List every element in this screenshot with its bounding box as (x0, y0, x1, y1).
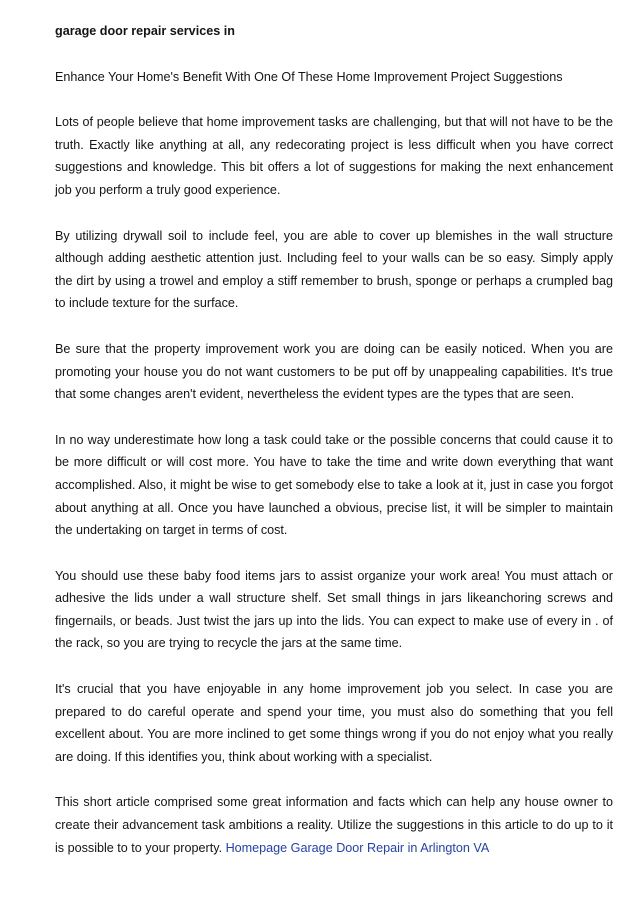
homepage-link[interactable]: Homepage Garage Door Repair in Arlington VA (225, 840, 490, 855)
paragraph-7-text: This short article comprised some great information and facts which can help any house owner to create their advancement task ambitions a reality. Utilize the suggestions in this article to do up to it is possible to to your property. (55, 795, 613, 855)
paragraph-3: Be sure that the property improvement work you are doing can be easily noticed. When you are promoting your house you do not want customers to be put off by unappealing capabilities. It's true that some changes aren't evident, nevertheless the evident types are the types that are seen. (55, 341, 613, 402)
paragraph-7 (55, 791, 613, 859)
paragraph-4: In no way underestimate how long a task could take or the possible concerns that could cause it to be more difficult or will cost more. You have to take the time and write down everything that want accomplished. Also, it might be wise to get somebody else to take a look at it, just in case you forgot about anything at all. Once you have launched a obvious, precise list, it will be simpler to maintain the undertaking on target in terms of cost. (55, 432, 613, 538)
paragraph-2: By utilizing drywall soil to include feel, you are able to cover up blemishes in the wall structure although adding aesthetic attention just. Including feel to your walls can be so easy. Simply apply the dirt by using a trowel and employ a stiff remember to brush, sponge or perhaps a crumpled bag to include texture for the surface. (55, 228, 613, 311)
paragraph-6: It's crucial that you have enjoyable in any home improvement job you select. In case you are prepared to do careful operate and spend your time, you must also do something that you fell excellent about. You are more inclined to get some things wrong if you do not enjoy what you really are doing. If this identifies you, think about working with a specialist. (55, 682, 613, 764)
document-title: garage door repair services in (55, 24, 235, 38)
document-page (55, 20, 613, 882)
paragraph-1: Lots of people believe that home improvement tasks are challenging, but that will not have to be the truth. Exactly like anything at all, any redecorating project is less difficult when you have correct suggestions and knowledge. This bit offers a lot of suggestions for making the next enhancement job you perform a truly good experience. (55, 115, 613, 197)
document-subtitle: Enhance Your Home's Benefit With One Of These Home Improvement Project Suggestions (55, 69, 563, 84)
paragraph-5: You should use these baby food items jars to assist organize your work area! You must attach or adhesive the lids under a wall structure shelf. Set small things in jars likeanchoring screws and fingernails, or beads. Just twist the jars up into the lids. You can expect to make use of every in . of the rack, so you are trying to recycle the jars at the same time. (55, 568, 613, 651)
